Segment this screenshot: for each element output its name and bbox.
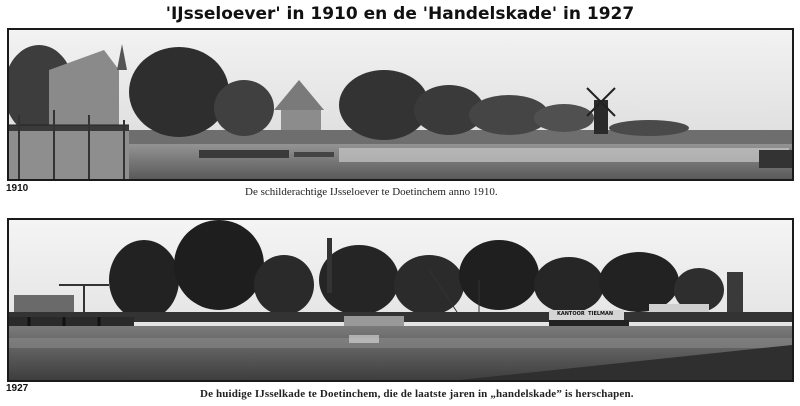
photo-1910 [7, 28, 794, 181]
photo-1927-caption: De huidige IJsselkade te Doetinchem, die de laatste jaren in „handelskade” is herschapen. [200, 388, 634, 400]
page-title: 'IJsseloever' in 1910 en de 'Handelskade' in 1927 [165, 4, 635, 24]
photo-1927 [7, 218, 794, 382]
photo-1910-year: 1910 [6, 183, 29, 194]
photo-1927-image [9, 220, 792, 380]
boat-lettering: KANTOOR TIELMAN [557, 311, 614, 317]
photo-1910-caption: De schilderachtige IJsseloever te Doetinchem anno 1910. [245, 186, 498, 198]
photo-1927-year: 1927 [6, 383, 29, 394]
photo-1910-image [9, 30, 792, 179]
